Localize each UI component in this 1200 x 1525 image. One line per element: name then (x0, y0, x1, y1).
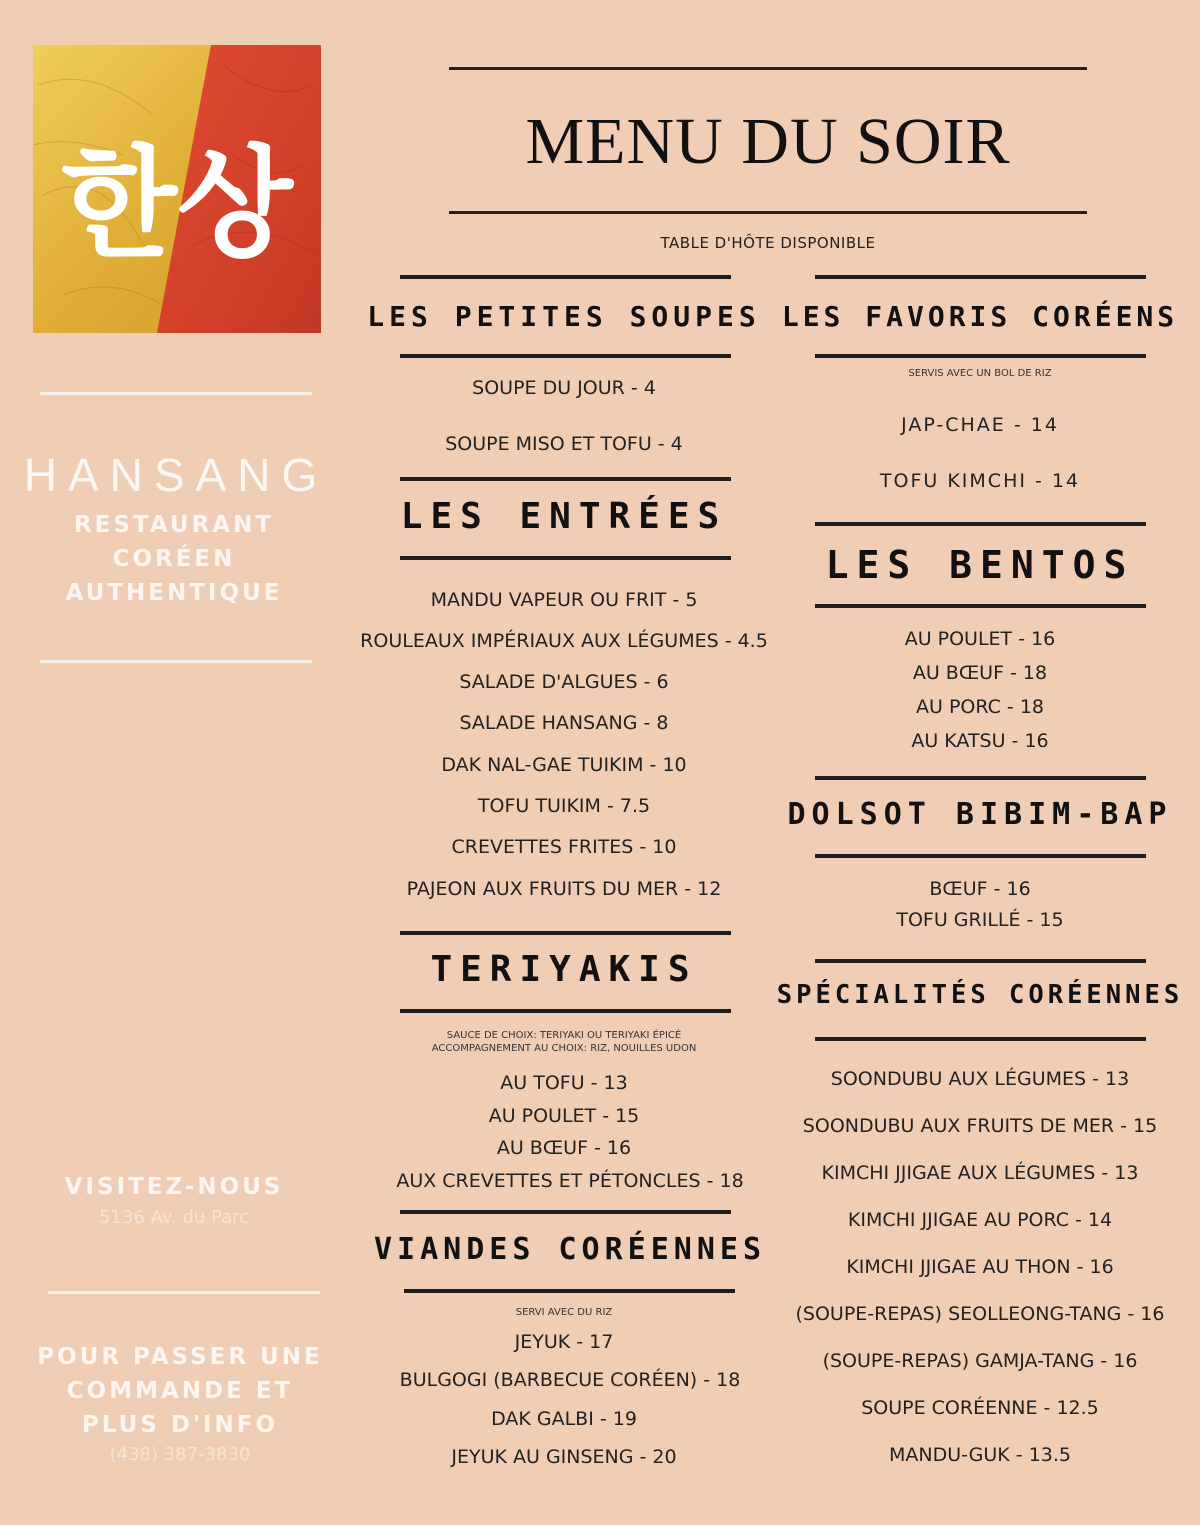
section-rule (400, 1009, 731, 1013)
section-title-petites-soupes: LES PETITES SOUPES (367, 300, 761, 333)
menu-item: KIMCHI JJIGAE AUX LÉGUMES - 13 (821, 1162, 1139, 1184)
section-rule (400, 931, 731, 935)
menu-item: AU TOFU - 13 (500, 1072, 628, 1094)
tagline-line-1: RESTAURANT (73, 512, 275, 538)
tagline-line-2: CORÉEN (112, 546, 236, 572)
menu-title: MENU DU SOIR (525, 105, 1011, 178)
section-note: ACCOMPAGNEMENT AU CHOIX: RIZ, NOUILLES UDON (431, 1043, 697, 1054)
section-title-dolsot: DOLSOT BIBIM-BAP (787, 797, 1173, 832)
section-rule (815, 354, 1146, 358)
section-title-specialites: SPÉCIALITÉS CORÉENNES (776, 980, 1184, 1010)
section-rule (404, 1289, 735, 1293)
section-title-viandes: VIANDES CORÉENNES (373, 1232, 767, 1267)
menu-item: AU POULET - 16 (904, 628, 1056, 650)
menu-item: SOONDUBU AUX LÉGUMES - 13 (830, 1068, 1130, 1090)
brand-name: HANSANG (23, 449, 329, 501)
logo-hangul: 한상 (61, 135, 293, 274)
menu-item: AU PORC - 18 (916, 696, 1044, 718)
section-note: SAUCE DE CHOIX: TERIYAKI OU TERIYAKI ÉPICÉ (446, 1030, 682, 1041)
menu-item: SOONDUBU AUX FRUITS DE MER - 15 (802, 1115, 1158, 1137)
menu-item: TOFU KIMCHI - 14 (879, 470, 1081, 492)
menu-item: (SOUPE-REPAS) SEOLLEONG-TANG - 16 (795, 1303, 1165, 1325)
menu-item: KIMCHI JJIGAE AU THON - 16 (846, 1256, 1114, 1278)
menu-item: AU POULET - 15 (488, 1105, 640, 1127)
address: 5136 Av. du Parc (98, 1207, 250, 1228)
section-title-teriyakis: TERIYAKIS (430, 949, 698, 990)
section-rule (400, 275, 731, 279)
menu-item: SOUPE DU JOUR - 4 (472, 377, 656, 399)
menu-item: MANDU-GUK - 13.5 (888, 1444, 1072, 1466)
menu-item: AUX CREVETTES ET PÉTONCLES - 18 (396, 1170, 744, 1192)
section-title-bentos: LES BENTOS (825, 543, 1135, 587)
menu-item: JEYUK AU GINSENG - 20 (451, 1446, 677, 1468)
menu-item: MANDU VAPEUR OU FRIT - 5 (430, 589, 698, 611)
section-rule (815, 959, 1146, 963)
menu-item: TOFU TUIKIM - 7.5 (477, 795, 651, 817)
sidebar-divider-top (40, 392, 312, 395)
section-rule (815, 604, 1146, 608)
section-rule (400, 477, 731, 481)
title-rule-top (449, 67, 1087, 70)
section-rule (815, 776, 1146, 780)
section-rule (400, 1210, 731, 1214)
section-rule (400, 556, 731, 560)
menu-item: TOFU GRILLÉ - 15 (896, 909, 1064, 931)
section-note: SERVI AVEC DU RIZ (515, 1307, 613, 1318)
section-rule (815, 1037, 1146, 1041)
table-hote-note: TABLE D'HÔTE DISPONIBLE (660, 234, 876, 252)
menu-item: SALADE D'ALGUES - 6 (459, 671, 669, 693)
menu-item: PAJEON AUX FRUITS DU MER - 12 (406, 878, 722, 900)
section-rule (815, 854, 1146, 858)
sidebar-divider-mid (40, 660, 312, 663)
menu-item: DAK NAL-GAE TUIKIM - 10 (441, 754, 687, 776)
menu-item: SOUPE MISO ET TOFU - 4 (445, 433, 683, 455)
menu-item: DAK GALBI - 19 (491, 1408, 637, 1430)
menu-item: AU BŒUF - 18 (912, 662, 1048, 684)
section-rule (815, 522, 1146, 526)
section-rule (815, 275, 1146, 279)
order-heading-line-2: COMMANDE ET (66, 1378, 294, 1404)
visit-heading: VISITEZ-NOUS (64, 1174, 284, 1200)
order-heading-line-3: PLUS D'INFO (81, 1412, 279, 1438)
menu-item: ROULEAUX IMPÉRIAUX AUX LÉGUMES - 4.5 (360, 630, 768, 652)
sidebar-divider-bottom (48, 1291, 320, 1294)
section-title-favoris: LES FAVORIS CORÉENS (781, 300, 1179, 333)
section-note: SERVIS AVEC UN BOL DE RIZ (908, 368, 1052, 379)
order-heading-line-1: POUR PASSER UNE (37, 1344, 323, 1370)
menu-item: JEYUK - 17 (514, 1331, 614, 1353)
restaurant-logo (33, 45, 321, 333)
menu-item: SALADE HANSANG - 8 (459, 712, 669, 734)
title-rule-bottom (449, 211, 1087, 214)
phone-number[interactable]: (438) 387-3830 (109, 1444, 251, 1465)
section-title-entrees: LES ENTRÉES (400, 496, 728, 537)
menu-item: CREVETTES FRITES - 10 (451, 836, 677, 858)
menu-item: BŒUF - 16 (929, 878, 1031, 900)
menu-item: SOUPE CORÉENNE - 12.5 (861, 1397, 1099, 1419)
menu-item: AU BŒUF - 16 (496, 1137, 632, 1159)
menu-item: BULGOGI (BARBECUE CORÉEN) - 18 (399, 1369, 741, 1391)
tagline-line-3: AUTHENTIQUE (65, 580, 283, 606)
menu-item: KIMCHI JJIGAE AU PORC - 14 (847, 1209, 1113, 1231)
menu-item: (SOUPE-REPAS) GAMJA-TANG - 16 (822, 1350, 1138, 1372)
menu-item: AU KATSU - 16 (911, 730, 1049, 752)
section-rule (400, 354, 731, 358)
menu-item: JAP-CHAE - 14 (901, 414, 1059, 436)
